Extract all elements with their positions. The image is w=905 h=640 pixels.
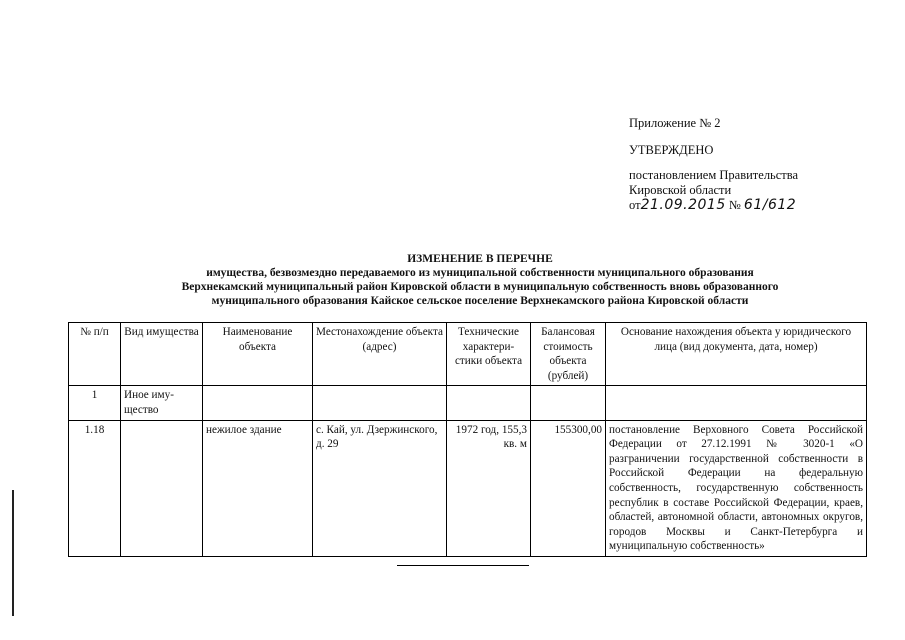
title-line-2: имущества, безвозмездно передаваемого из муниципальной собственности муниципального образования — [206, 267, 754, 279]
cell-object-name — [203, 386, 313, 420]
decree-line-2: Кировской области — [629, 183, 732, 197]
table-row — [69, 420, 867, 556]
title-line-4: муниципального образования Кайское сельское поселение Верхнекамского района Кировской области — [211, 295, 749, 307]
appendix-label: Приложение № 2 — [629, 116, 721, 130]
approved-label: УТВЕРЖДЕНО — [629, 143, 714, 157]
decree-date-line — [629, 198, 796, 213]
table-header-row — [69, 323, 867, 386]
cell-book-value: 155300,00 — [531, 420, 606, 556]
separator-line — [397, 565, 529, 566]
header-property-type: Вид имущества — [121, 323, 203, 386]
cell-object-name: нежилое здание — [203, 420, 313, 556]
title-line-3: Верхнекамский муниципальный район Кировской области в муниципальную собственность вновь образованного — [181, 281, 779, 293]
cell-legal-basis — [606, 386, 867, 420]
header-number: № п/п — [69, 323, 121, 386]
date-prefix: от — [629, 198, 641, 212]
table-row — [69, 386, 867, 420]
scan-edge-line — [12, 490, 14, 616]
cell-tech-specs — [447, 386, 531, 420]
number-prefix: № — [728, 198, 741, 212]
cell-location — [313, 386, 447, 420]
cell-property-type — [121, 420, 203, 556]
decree-line-1: постановлением Правительства — [629, 168, 799, 182]
header-book-value: Балансовая стоимость объекта (рублей) — [531, 323, 606, 386]
handwritten-date: 21.09.2015 — [640, 197, 726, 213]
cell-number: 1.18 — [69, 420, 121, 556]
header-location: Местонахождение объекта (адрес) — [313, 323, 447, 386]
cell-location: с. Кай, ул. Дзержинского, д. 29 — [313, 420, 447, 556]
header-legal-basis: Основание нахождения объекта у юридического лица (вид документа, дата, номер) — [606, 323, 867, 386]
header-tech-specs: Технические характери- стики объекта — [447, 323, 531, 386]
property-table — [68, 322, 867, 557]
header-object-name: Наименование объекта — [203, 323, 313, 386]
cell-number: 1 — [69, 386, 121, 420]
cell-book-value — [531, 386, 606, 420]
cell-tech-specs: 1972 год, 155,3 кв. м — [447, 420, 531, 556]
cell-legal-basis: постановление Верховного Совета Российской Федерации от 27.12.1991 № 3020-1 «О разграничении государственной собственности в Российской Федерации на федеральную собственность, государственную собственность республик в составе Российской Федерации, краев, областей, автономной области, автономных округов, городов Москвы и Санкт-Петербурга и муниципальную собственность» — [606, 420, 867, 556]
document-title: ИЗМЕНЕНИЕ В ПЕРЕЧНЕ — [407, 253, 553, 265]
handwritten-number: 61/612 — [743, 197, 797, 213]
cell-property-type: Иное иму- щество — [121, 386, 203, 420]
